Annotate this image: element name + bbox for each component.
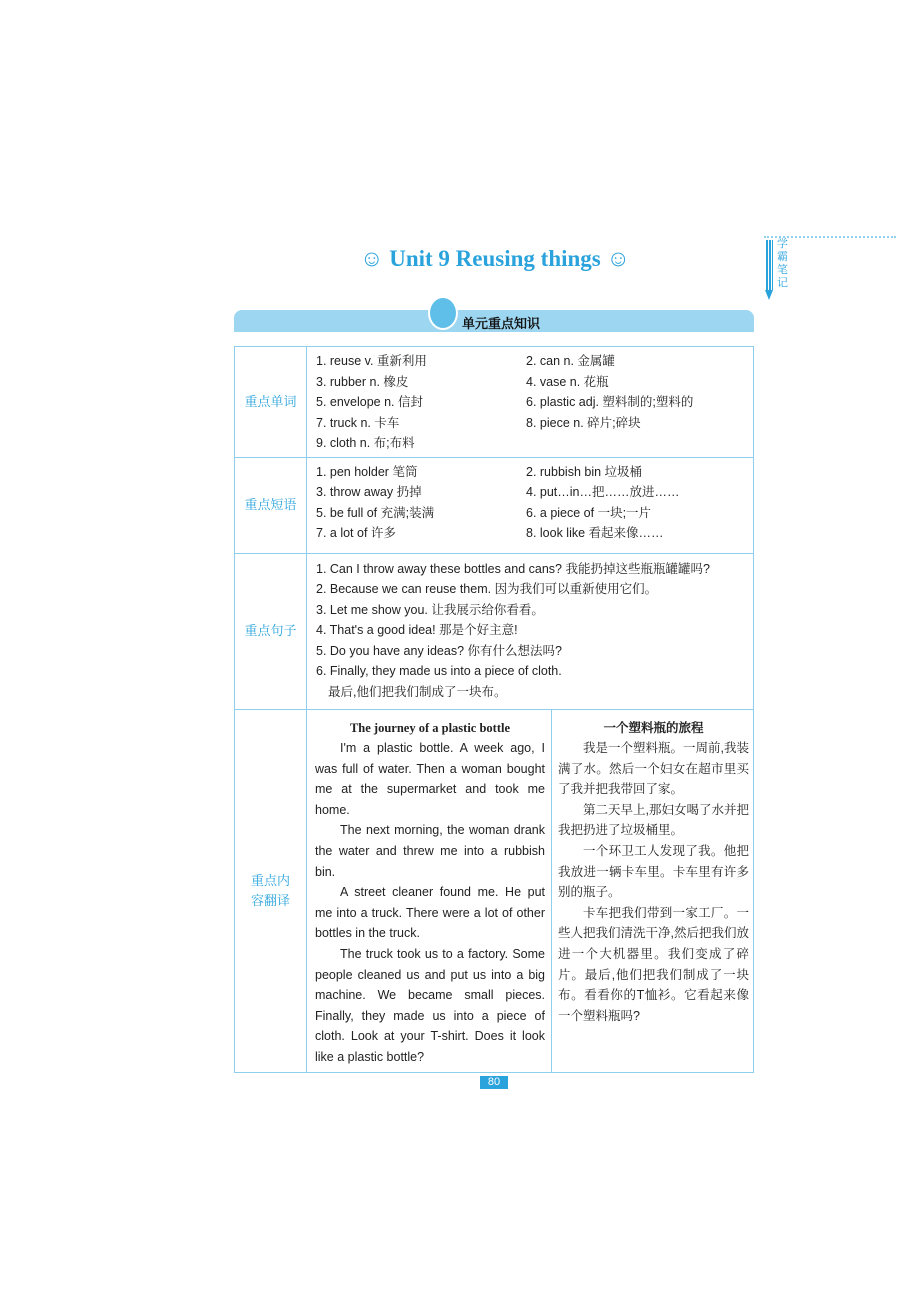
pencil-tip-icon: [765, 290, 773, 300]
english-passage: [307, 710, 552, 1072]
english-passage-title: The journey of a plastic bottle: [349, 720, 511, 735]
english-paragraph: The truck took us to a factory. Some people cleaned us and put us into a big machine. We became small pieces. Finally, they made us into a piece of cloth. Look at your T-shirt. Does it look like a plastic bottle?: [315, 947, 545, 1064]
sentence-item: 1. Can I throw away these bottles and cans? 我能扔掉这些瓶瓶罐罐吗?: [316, 561, 710, 576]
word-item: 1. reuse v. 重新利用: [316, 354, 427, 368]
sentence-item: 最后,他们把我们制成了一块布。: [328, 684, 507, 699]
table-row: [235, 709, 754, 1072]
sentence-item: 4. That's a good idea! 那是个好主意!: [316, 623, 518, 637]
unit-title: ☺ Unit 9 Reusing things ☺: [360, 246, 630, 271]
sentence-list: [308, 555, 752, 707]
row-label: 重点短语: [235, 457, 307, 553]
phrase-item: 7. a lot of 许多: [316, 526, 396, 540]
sentence-item: 2. Because we can reuse them. 因为我们可以重新使用它们。: [316, 582, 658, 596]
table-row: [235, 347, 754, 458]
row-label: 重点句子: [235, 553, 307, 709]
phrase-item: 6. a piece of 一块;一片: [526, 505, 652, 520]
mascot-icon: [428, 296, 458, 330]
knowledge-table: [234, 346, 754, 1073]
sentence-item: 3. Let me show you. 让我展示给你看看。: [316, 602, 544, 617]
page-number: 80: [480, 1076, 508, 1089]
english-paragraph: A street cleaner found me. He put me into a truck. There were a lot of other bottles in the truck.: [315, 885, 545, 941]
word-item: 7. truck n. 卡车: [316, 415, 400, 430]
phrase-item: 1. pen holder 笔筒: [316, 464, 418, 479]
chinese-passage: [552, 710, 754, 1072]
word-item: 3. rubber n. 橡皮: [316, 374, 409, 389]
sentence-item: 6. Finally, they made us into a piece of cloth.: [316, 664, 562, 678]
english-paragraph: I'm a plastic bottle. A week ago, I was full of water. Then a woman bought me at the supermarket and took me home.: [315, 741, 545, 817]
table-row: [235, 457, 754, 553]
word-item: 9. cloth n. 布;布料: [316, 436, 415, 450]
phrase-item: 4. put…in…把……放进……: [526, 485, 680, 499]
chinese-paragraph: 卡车把我们带到一家工厂。一些人把我们清洗干净,然后把我们放进一个大机器里。我们变成了碎片。最后,他们把我们制成了一块布。看看你的T恤衫。它看起来像一个塑料瓶吗?: [558, 905, 749, 1023]
word-item: 8. piece n. 碎片;碎块: [526, 415, 641, 430]
phrase-item: 2. rubbish bin 垃圾桶: [526, 464, 643, 479]
phrase-item: 8. look like 看起来像……: [526, 526, 664, 540]
phrase-item: 5. be full of 充满;装满: [316, 505, 435, 520]
chinese-passage-title: 一个塑料瓶的旅程: [603, 720, 704, 735]
word-item: 2. can n. 金属罐: [526, 354, 615, 368]
word-item: 4. vase n. 花瓶: [526, 374, 609, 389]
word-item: 5. envelope n. 信封: [316, 395, 424, 409]
chinese-paragraph: 一个环卫工人发现了我。他把我放进一辆卡车里。卡车里有许多别的瓶子。: [558, 844, 749, 900]
pencil-icon: [766, 240, 773, 290]
section-banner-title: 单元重点知识: [462, 317, 541, 332]
word-list: [308, 348, 752, 456]
table-row: [235, 553, 754, 709]
side-note-label: 学霸笔记: [777, 238, 788, 289]
chinese-paragraph: 第二天早上,那妇女喝了水并把我把扔进了垃圾桶里。: [558, 802, 749, 838]
word-item: 6. plastic adj. 塑料制的;塑料的: [526, 395, 694, 409]
sentence-item: 5. Do you have any ideas? 你有什么想法吗?: [316, 643, 562, 658]
phrase-item: 3. throw away 扔掉: [316, 485, 422, 499]
phrase-list: [308, 459, 752, 546]
row-label-text: 重点内容翻译: [250, 872, 290, 908]
chinese-paragraph: 我是一个塑料瓶。一周前,我装满了水。然后一个妇女在超市里买了我并把我带回了家。: [558, 741, 749, 797]
row-label: [235, 709, 307, 1072]
english-paragraph: The next morning, the woman drank the water and threw me into a rubbish bin.: [315, 823, 545, 879]
row-label: 重点单词: [235, 347, 307, 458]
